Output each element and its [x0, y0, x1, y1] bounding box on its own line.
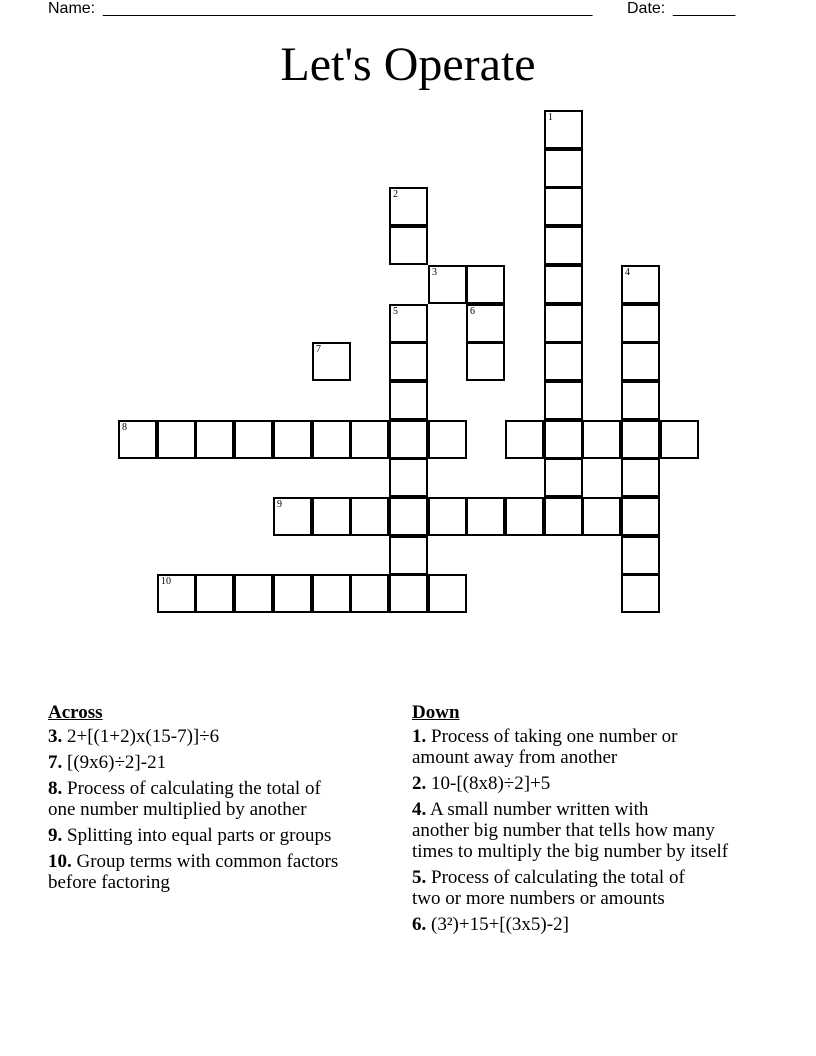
- cell-number: 1: [548, 112, 553, 123]
- clue-text: A small number written with another big number that tells how many times to multiply the big number by itself: [412, 799, 729, 862]
- clue-number: 6.: [412, 914, 427, 935]
- grid-cell[interactable]: [544, 304, 583, 343]
- clue-text: (3²)+15+[(3x5)-2]: [426, 914, 569, 935]
- grid-cell[interactable]: [428, 574, 467, 613]
- clue-number: 10.: [48, 851, 72, 872]
- grid-cell[interactable]: [389, 342, 428, 381]
- grid-cell[interactable]: [466, 265, 505, 304]
- grid-cell[interactable]: [389, 574, 428, 613]
- grid-cell[interactable]: [621, 342, 660, 381]
- grid-cell[interactable]: [505, 497, 544, 536]
- across-clue: [48, 825, 393, 846]
- down-clue: [412, 773, 782, 794]
- grid-cell[interactable]: [660, 420, 699, 459]
- clue-text: Process of taking one number or amount away from another: [412, 726, 678, 768]
- down-clue: [412, 726, 782, 768]
- grid-cell[interactable]: [544, 342, 583, 381]
- cell-number: 7: [316, 344, 321, 355]
- clue-number: 4.: [412, 799, 427, 820]
- grid-cell[interactable]: [428, 265, 467, 304]
- grid-cell[interactable]: [621, 536, 660, 575]
- grid-cell[interactable]: [195, 420, 234, 459]
- grid-cell[interactable]: [544, 381, 583, 420]
- grid-cell[interactable]: [389, 458, 428, 497]
- grid-cell[interactable]: [466, 342, 505, 381]
- grid-cell[interactable]: [312, 574, 351, 613]
- grid-cell[interactable]: [544, 187, 583, 226]
- grid-cell[interactable]: [621, 381, 660, 420]
- grid-cell[interactable]: [157, 574, 196, 613]
- clue-text: 2+[(1+2)x(15-7)]÷6: [62, 726, 220, 747]
- grid-cell[interactable]: [544, 458, 583, 497]
- clue-number: 2.: [412, 773, 427, 794]
- clue-text: Process of calculating the total of one number multiplied by another: [48, 778, 321, 820]
- grid-cell[interactable]: [428, 497, 467, 536]
- grid-cell[interactable]: [544, 110, 583, 149]
- grid-cell[interactable]: [234, 574, 273, 613]
- cell-number: 4: [625, 267, 630, 278]
- across-clue: [48, 726, 393, 747]
- clue-text: Group terms with common factors before factoring: [48, 851, 339, 893]
- clue-text: [(9x6)÷2]-21: [62, 752, 167, 773]
- across-clue: [48, 851, 393, 893]
- grid-cell[interactable]: [428, 420, 467, 459]
- down-clue: [412, 914, 782, 935]
- grid-cell[interactable]: [582, 420, 621, 459]
- clue-text: Splitting into equal parts or groups: [62, 825, 332, 846]
- grid-cell[interactable]: [234, 420, 273, 459]
- grid-cell[interactable]: [621, 304, 660, 343]
- grid-cell[interactable]: [621, 458, 660, 497]
- cell-number: 9: [277, 499, 282, 510]
- clue-number: 5.: [412, 867, 427, 888]
- across-clue: [48, 752, 393, 773]
- grid-cell[interactable]: [505, 420, 544, 459]
- clue-number: 3.: [48, 726, 63, 747]
- date-blank[interactable]: _______: [673, 0, 736, 17]
- clue-number: 9.: [48, 825, 63, 846]
- grid-cell[interactable]: [389, 304, 428, 343]
- grid-cell[interactable]: [350, 420, 389, 459]
- cell-number: 8: [122, 422, 127, 433]
- grid-cell[interactable]: [466, 497, 505, 536]
- grid-cell[interactable]: [544, 420, 583, 459]
- grid-cell[interactable]: [544, 226, 583, 265]
- page-title: Let's Operate: [280, 38, 536, 91]
- grid-cell[interactable]: [350, 497, 389, 536]
- grid-cell[interactable]: [312, 342, 351, 381]
- clue-number: 7.: [48, 752, 63, 773]
- grid-cell[interactable]: [157, 420, 196, 459]
- grid-cell[interactable]: [621, 497, 660, 536]
- grid-cell[interactable]: [312, 420, 351, 459]
- grid-cell[interactable]: [389, 187, 428, 226]
- grid-cell[interactable]: [621, 420, 660, 459]
- grid-cell[interactable]: [621, 574, 660, 613]
- cell-number: 2: [393, 189, 398, 200]
- grid-cell[interactable]: [466, 304, 505, 343]
- grid-cell[interactable]: [389, 381, 428, 420]
- grid-cell[interactable]: [389, 536, 428, 575]
- name-blank[interactable]: _______________________________________________________: [103, 0, 593, 17]
- grid-cell[interactable]: [273, 574, 312, 613]
- grid-cell[interactable]: [118, 420, 157, 459]
- grid-cell[interactable]: [273, 497, 312, 536]
- grid-cell[interactable]: [389, 497, 428, 536]
- grid-cell[interactable]: [350, 574, 389, 613]
- across-clues: [48, 702, 393, 898]
- grid-cell[interactable]: [544, 149, 583, 188]
- cell-number: 5: [393, 306, 398, 317]
- across-heading: Across: [48, 702, 103, 723]
- grid-cell[interactable]: [389, 420, 428, 459]
- grid-cell[interactable]: [195, 574, 234, 613]
- clue-number: 1.: [412, 726, 427, 747]
- down-clue: [412, 799, 782, 862]
- cell-number: 3: [432, 267, 437, 278]
- grid-cell[interactable]: [544, 497, 583, 536]
- grid-cell[interactable]: [389, 226, 428, 265]
- grid-cell[interactable]: [312, 497, 351, 536]
- down-clue: [412, 867, 782, 909]
- grid-cell[interactable]: [582, 497, 621, 536]
- grid-cell[interactable]: [621, 265, 660, 304]
- clue-text: Process of calculating the total of two or more numbers or amounts: [412, 867, 685, 909]
- grid-cell[interactable]: [544, 265, 583, 304]
- clue-text: 10-[(8x8)÷2]+5: [426, 773, 551, 794]
- down-clues: [412, 702, 782, 940]
- grid-cell[interactable]: [273, 420, 312, 459]
- date-label: Date:: [627, 0, 666, 17]
- cell-number: 10: [161, 576, 171, 587]
- cell-number: 6: [470, 306, 475, 317]
- across-clue: [48, 778, 393, 820]
- down-heading: Down: [412, 702, 460, 723]
- name-label: Name:: [48, 0, 96, 17]
- clue-number: 8.: [48, 778, 63, 799]
